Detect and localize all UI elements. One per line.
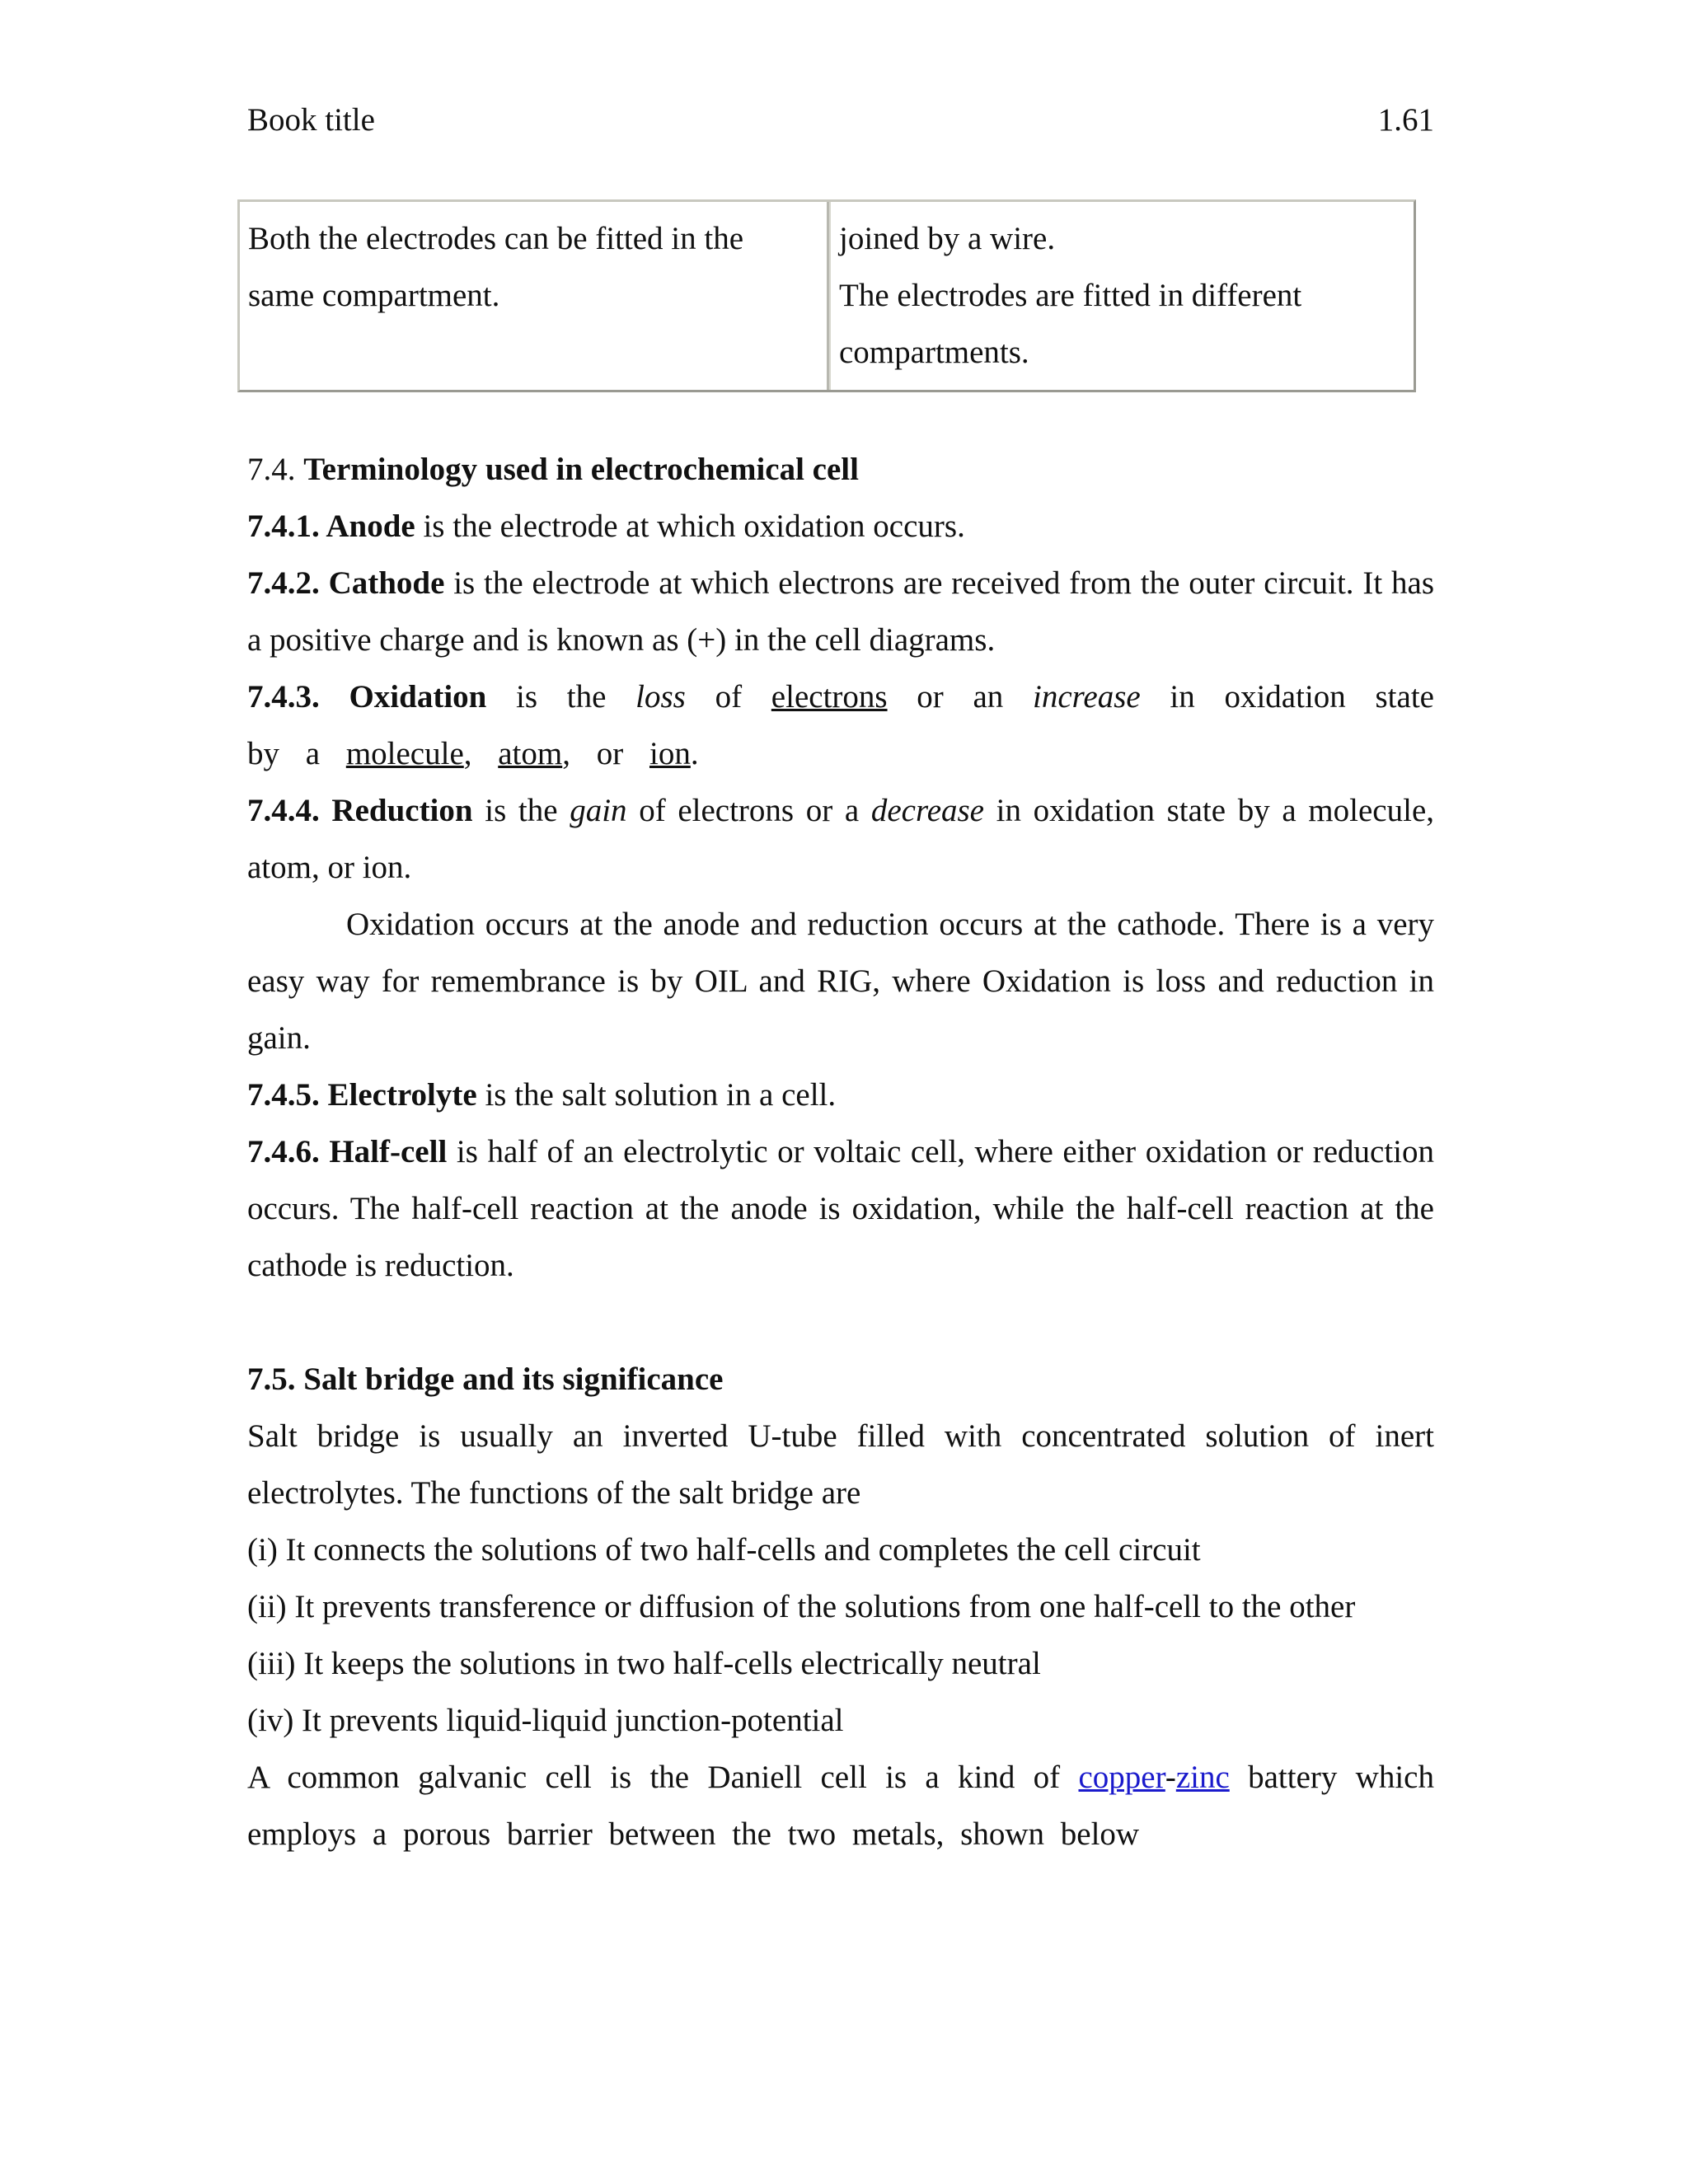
emphasis-gain: gain [570,793,627,828]
emphasis-increase: increase [1033,679,1141,715]
definition-number: 7.4.3. [247,679,349,715]
page-header [247,97,1434,143]
definition-number: 7.4.4. [247,793,332,828]
page-body [247,441,1434,1863]
link-copper[interactable]: copper [1078,1760,1165,1795]
definition-half-cell [247,1123,1434,1294]
definition-text: or an [887,679,1034,715]
table-cell-line: compartments. [839,335,1029,370]
table-cell-left [240,202,829,390]
section-title: Terminology used in electrochemical cell [303,452,859,487]
definition-reduction [247,782,1434,896]
definition-number: 7.4.1. [247,509,326,544]
paragraph-text: A common galvanic cell is the Daniell cell is a kind of [247,1760,1079,1795]
definition-number: 7.4.6. [247,1134,330,1169]
section-heading-7-4 [247,441,1434,498]
emphasis-loss: loss [635,679,686,715]
definition-text: is the salt solution in a cell. [476,1077,837,1113]
link-zinc[interactable]: zinc [1175,1760,1230,1795]
definition-text: of electrons or a [626,793,871,828]
definition-text: , [463,736,499,771]
definition-text: of [685,679,771,715]
definition-term: Reduction [331,793,473,828]
definition-text: is the electrode at which electrons are received from the outer circuit. It has a positive charge and is known as (+) in the cell diagrams. [247,565,1434,658]
list-item: (i) It connects the solutions of two half-cells and completes the cell circuit [247,1532,1201,1568]
definition-term: Anode [326,509,415,544]
list-item: (iii) It keeps the solutions in two half-cells electrically neutral [247,1646,1041,1681]
paragraph-daniell-cell [247,1749,1434,1863]
table-cell-line: joined by a wire. [839,221,1056,256]
section-title: 7.5. Salt bridge and its significance [247,1361,724,1397]
definition-text: , or [562,736,649,771]
definition-number: 7.4.5. [247,1077,328,1113]
paragraph-salt-bridge: Salt bridge is usually an inverted U-tube filled with concentrated solution of inert electrolytes. The functions of the salt bridge are [247,1418,1434,1511]
definition-term: Electrolyte [327,1077,477,1113]
definition-text: is the [472,793,570,828]
table-cell-line: The electrodes are fitted in different [839,278,1302,313]
term-electrons: electrons [771,679,888,715]
table-row [240,202,1414,390]
list-item: (ii) It prevents transference or diffusion of the solutions from one half-cell to the other [247,1589,1356,1624]
definition-term: Cathode [328,565,445,601]
book-title: Book title [247,102,375,138]
paragraph-text: battery which employs a porous barrier between the two metals, shown below [247,1760,1434,1852]
definition-term: Half-cell [329,1134,448,1169]
list-item: (iv) It prevents liquid-liquid junction-potential [247,1703,844,1738]
definition-text: is the [486,679,636,715]
paragraph-text: - [1165,1760,1176,1795]
term-ion: ion [649,736,691,771]
term-atom: atom [498,736,563,771]
term-molecule: molecule [345,736,464,771]
definition-text: . [690,736,699,771]
comparison-table [237,199,1416,392]
page-number: 1.61 [1377,102,1434,138]
paragraph-oil-rig: Oxidation occurs at the anode and reduction occurs at the cathode. There is a very easy way for remembrance is by OIL and RIG, where Oxidation is loss and reduction in gain. [247,907,1434,1056]
definition-text: in oxidation state by a [247,679,1434,771]
section-heading-7-5 [247,1351,1434,1408]
definition-anode [247,498,1434,555]
table-cell-right [829,202,1414,390]
emphasis-decrease: decrease [870,793,984,828]
definition-text: in oxidation state by a molecule, atom, or ion. [247,793,1434,885]
definition-number: 7.4.2. [247,565,329,601]
definition-text: is half of an electrolytic or voltaic cell, where either oxidation or reduction occurs. The half-cell reaction at the anode is oxidation, while the half-cell reaction at the cathode is reduction. [247,1134,1435,1283]
definition-cathode [247,555,1434,668]
table-cell-line: same compartment. [248,278,500,313]
section-number: 7.4. [247,452,304,487]
table-cell-line: Both the electrodes can be fitted in the [248,221,744,256]
definition-term: Oxidation [349,679,487,715]
definition-text: is the electrode at which oxidation occurs. [415,509,965,544]
definition-electrolyte [247,1066,1434,1123]
definition-oxidation [247,668,1434,782]
